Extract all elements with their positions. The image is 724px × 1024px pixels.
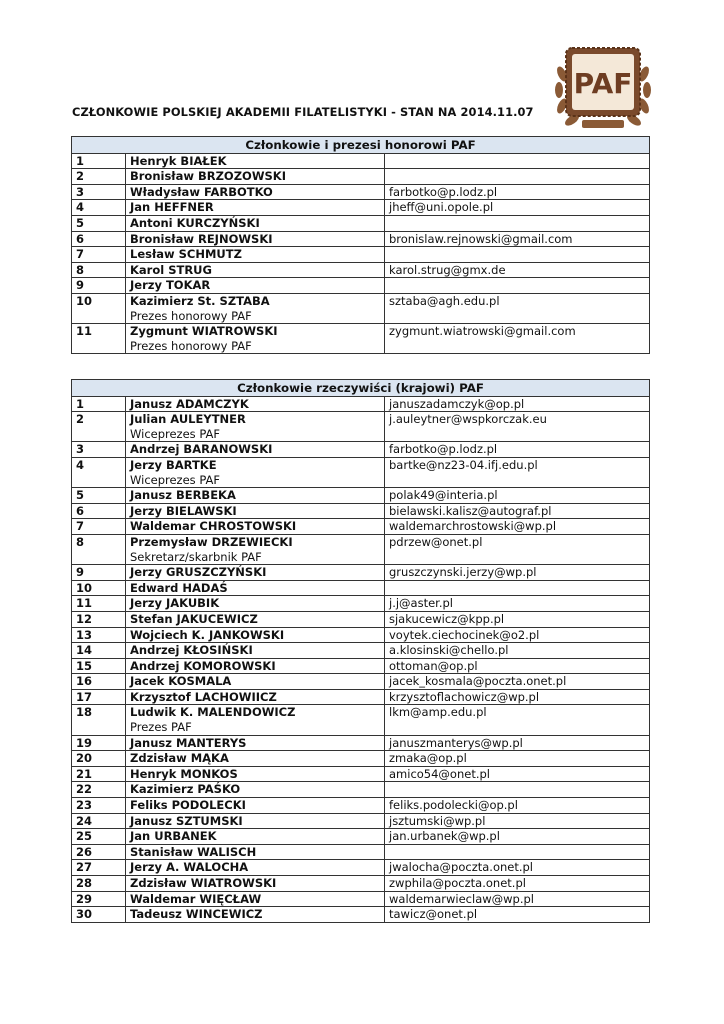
member-email (385, 153, 650, 169)
table-row (72, 829, 650, 845)
member-email: j.j@aster.pl (385, 596, 650, 612)
member-email: feliks.podolecki@op.pl (385, 798, 650, 814)
member-number: 6 (72, 231, 126, 247)
table-row (72, 907, 650, 923)
member-name: Jerzy TOKAR (130, 278, 211, 293)
member-email: jacek_kosmala@poczta.onet.pl (385, 674, 650, 690)
member-number: 28 (72, 876, 126, 892)
member-cell (126, 596, 385, 612)
table-row (72, 153, 650, 169)
member-cell (126, 153, 385, 169)
member-cell (126, 798, 385, 814)
member-cell (126, 580, 385, 596)
member-email: sztaba@agh.edu.pl (385, 293, 650, 323)
member-number: 10 (72, 293, 126, 323)
honorary-heading: Członkowie i prezesi honorowi PAF (72, 137, 650, 154)
member-number: 11 (72, 324, 126, 354)
member-cell (126, 457, 385, 487)
table-row (72, 262, 650, 278)
member-cell (126, 231, 385, 247)
table-row (72, 534, 650, 564)
member-number: 17 (72, 689, 126, 705)
member-email: zmaka@op.pl (385, 751, 650, 767)
honorary-members-table (71, 136, 650, 354)
member-number: 1 (72, 396, 126, 412)
member-email (385, 782, 650, 798)
member-role: Sekretarz/skarbnik PAF (130, 549, 262, 564)
member-name: Feliks PODOLECKI (130, 798, 246, 813)
member-name: Stefan JAKUCEWICZ (130, 611, 258, 626)
member-number: 3 (72, 184, 126, 200)
member-cell (126, 215, 385, 231)
member-email (385, 247, 650, 263)
member-email: lkm@amp.edu.pl (385, 705, 650, 735)
member-role: Prezes honorowy PAF (130, 308, 252, 323)
member-cell (126, 876, 385, 892)
member-name: Jacek KOSMALA (130, 674, 232, 689)
member-cell (126, 705, 385, 735)
member-email: tawicz@onet.pl (385, 907, 650, 923)
table-row (72, 396, 650, 412)
table-row (72, 782, 650, 798)
member-name: Henryk BIAŁEK (130, 153, 227, 168)
member-name: Andrzej KŁOSIŃSKI (130, 643, 253, 658)
member-name: Jerzy BIELAWSKI (130, 503, 237, 518)
paf-logo (552, 44, 654, 136)
table-row (72, 860, 650, 876)
member-email: farbotko@p.lodz.pl (385, 184, 650, 200)
member-email: waldemarchrostowski@wp.pl (385, 519, 650, 535)
member-number: 20 (72, 751, 126, 767)
member-number: 2 (72, 412, 126, 442)
member-cell (126, 262, 385, 278)
table-row (72, 705, 650, 735)
member-name: Janusz ADAMCZYK (130, 396, 249, 411)
member-cell (126, 611, 385, 627)
table-row (72, 876, 650, 892)
member-number: 6 (72, 503, 126, 519)
member-name: Stanisław WALISCH (130, 844, 257, 859)
member-name: Jerzy JAKUBIK (130, 596, 220, 611)
member-number: 1 (72, 153, 126, 169)
member-cell (126, 891, 385, 907)
member-name: Janusz MANTERYS (130, 735, 247, 750)
member-number: 7 (72, 247, 126, 263)
member-name: Przemysław DRZEWIECKI (130, 534, 293, 549)
member-email: waldemarwieclaw@wp.pl (385, 891, 650, 907)
member-number: 4 (72, 200, 126, 216)
member-email (385, 215, 650, 231)
member-cell (126, 860, 385, 876)
member-email: amico54@onet.pl (385, 766, 650, 782)
member-email: jsztumski@wp.pl (385, 813, 650, 829)
member-name: Kazimierz St. SZTABA (130, 293, 270, 308)
member-role: Wiceprezes PAF (130, 472, 221, 487)
member-number: 30 (72, 907, 126, 923)
table-row (72, 844, 650, 860)
member-number: 29 (72, 891, 126, 907)
member-name: Janusz BERBEKA (130, 488, 236, 503)
table-row (72, 798, 650, 814)
member-cell (126, 519, 385, 535)
member-number: 5 (72, 215, 126, 231)
table-row (72, 689, 650, 705)
member-cell (126, 813, 385, 829)
member-number: 25 (72, 829, 126, 845)
member-name: Kazimierz PAŚKO (130, 782, 241, 797)
member-number: 16 (72, 674, 126, 690)
member-cell (126, 534, 385, 564)
table-row (72, 324, 650, 354)
table-row (72, 596, 650, 612)
logo-text: PAF (573, 67, 633, 100)
member-cell (126, 766, 385, 782)
member-name: Waldemar WIĘCŁAW (130, 891, 262, 906)
member-number: 23 (72, 798, 126, 814)
table-row (72, 658, 650, 674)
member-cell (126, 293, 385, 323)
member-email: pdrzew@onet.pl (385, 534, 650, 564)
member-cell (126, 169, 385, 185)
member-number: 24 (72, 813, 126, 829)
member-cell (126, 184, 385, 200)
member-name: Jerzy A. WALOCHA (130, 860, 249, 875)
table-row (72, 184, 650, 200)
member-cell (126, 488, 385, 504)
table-row (72, 565, 650, 581)
logo-ribbon (582, 120, 624, 128)
table-row (72, 488, 650, 504)
member-email: krzysztoflachowicz@wp.pl (385, 689, 650, 705)
member-number: 18 (72, 705, 126, 735)
member-email (385, 169, 650, 185)
member-number: 27 (72, 860, 126, 876)
member-cell (126, 396, 385, 412)
table-row (72, 442, 650, 458)
member-role: Prezes honorowy PAF (130, 338, 252, 353)
member-number: 11 (72, 596, 126, 612)
member-cell (126, 412, 385, 442)
member-name: Zygmunt WIATROWSKI (130, 324, 278, 339)
member-email: jwalocha@poczta.onet.pl (385, 860, 650, 876)
member-email: jheff@uni.opole.pl (385, 200, 650, 216)
member-number: 10 (72, 580, 126, 596)
table-row (72, 751, 650, 767)
table-row (72, 813, 650, 829)
member-name: Jerzy GRUSZCZYŃSKI (130, 565, 267, 580)
member-cell (126, 658, 385, 674)
member-name: Krzysztof LACHOWIICZ (130, 689, 277, 704)
member-number: 8 (72, 262, 126, 278)
member-name: Edward HADAŚ (130, 580, 228, 595)
member-email: bielawski.kalisz@autograf.pl (385, 503, 650, 519)
member-name: Jan URBANEK (130, 829, 217, 844)
member-email: zwphila@poczta.onet.pl (385, 876, 650, 892)
member-number: 5 (72, 488, 126, 504)
member-number: 12 (72, 611, 126, 627)
member-email: farbotko@p.lodz.pl (385, 442, 650, 458)
member-cell (126, 844, 385, 860)
member-name: Lesław SCHMUTZ (130, 247, 242, 262)
member-name: Zdzisław WIATROWSKI (130, 876, 277, 890)
member-name: Ludwik K. MALENDOWICZ (130, 705, 296, 720)
member-cell (126, 565, 385, 581)
member-email: januszmanterys@wp.pl (385, 735, 650, 751)
table-row (72, 766, 650, 782)
member-number: 9 (72, 565, 126, 581)
table-row (72, 611, 650, 627)
member-cell (126, 503, 385, 519)
regular-members-table (71, 379, 650, 923)
member-email: a.klosinski@chello.pl (385, 643, 650, 659)
member-number: 8 (72, 534, 126, 564)
member-number: 26 (72, 844, 126, 860)
member-number: 14 (72, 643, 126, 659)
table-row (72, 519, 650, 535)
member-email: jan.urbanek@wp.pl (385, 829, 650, 845)
table-row (72, 457, 650, 487)
member-cell (126, 643, 385, 659)
member-number: 4 (72, 457, 126, 487)
table-row (72, 231, 650, 247)
member-name: Andrzej BARANOWSKI (130, 442, 273, 457)
member-name: Janusz SZTUMSKI (130, 813, 243, 828)
table-row (72, 412, 650, 442)
member-name: Wojciech K. JANKOWSKI (130, 627, 285, 642)
member-number: 7 (72, 519, 126, 535)
table-row (72, 278, 650, 294)
member-cell (126, 278, 385, 294)
member-cell (126, 442, 385, 458)
member-cell (126, 782, 385, 798)
member-email: gruszczynski.jerzy@wp.pl (385, 565, 650, 581)
member-cell (126, 829, 385, 845)
member-name: Waldemar CHROSTOWSKI (130, 519, 297, 534)
member-email: voytek.ciechocinek@o2.pl (385, 627, 650, 643)
page-title: CZŁONKOWIE POLSKIEJ AKADEMII FILATELISTYKI - STAN NA 2014.11.07 (72, 105, 534, 119)
member-role: Prezes PAF (130, 720, 192, 735)
member-name: Jan HEFFNER (130, 200, 214, 215)
member-name: Henryk MONKOS (130, 766, 238, 781)
member-role: Wiceprezes PAF (130, 426, 221, 441)
member-cell (126, 751, 385, 767)
member-email: bronislaw.rejnowski@gmail.com (385, 231, 650, 247)
member-number: 15 (72, 658, 126, 674)
member-cell (126, 907, 385, 923)
member-email (385, 278, 650, 294)
member-email: ottoman@op.pl (385, 658, 650, 674)
table-row (72, 627, 650, 643)
table-row (72, 643, 650, 659)
member-name: Władysław FARBOTKO (130, 184, 273, 199)
member-name: Karol STRUG (130, 262, 212, 277)
table-row (72, 503, 650, 519)
member-name: Bronisław BRZOZOWSKI (130, 169, 286, 184)
table-row (72, 580, 650, 596)
member-cell (126, 247, 385, 263)
table-row (72, 293, 650, 323)
member-number: 13 (72, 627, 126, 643)
table-row (72, 735, 650, 751)
table-row (72, 247, 650, 263)
member-name: Tadeusz WINCEWICZ (130, 907, 263, 922)
member-cell (126, 200, 385, 216)
member-cell (126, 324, 385, 354)
table-row (72, 674, 650, 690)
member-email: karol.strug@gmx.de (385, 262, 650, 278)
member-name: Antoni KURCZYŃSKI (130, 215, 260, 230)
member-name: Zdzisław MĄKA (130, 751, 229, 766)
member-number: 22 (72, 782, 126, 798)
member-email (385, 844, 650, 860)
member-email: sjakucewicz@kpp.pl (385, 611, 650, 627)
member-number: 9 (72, 278, 126, 294)
member-email: januszadamczyk@op.pl (385, 396, 650, 412)
table-row (72, 169, 650, 185)
member-number: 19 (72, 735, 126, 751)
member-email: j.auleytner@wspkorczak.eu (385, 412, 650, 442)
regular-heading: Członkowie rzeczywiści (krajowi) PAF (72, 380, 650, 397)
member-number: 3 (72, 442, 126, 458)
member-cell (126, 735, 385, 751)
member-email: bartke@nz23-04.ifj.edu.pl (385, 457, 650, 487)
member-email: polak49@interia.pl (385, 488, 650, 504)
member-number: 2 (72, 169, 126, 185)
member-cell (126, 627, 385, 643)
member-email (385, 580, 650, 596)
table-row (72, 200, 650, 216)
member-name: Julian AULEYTNER (130, 412, 246, 427)
member-cell (126, 674, 385, 690)
table-row (72, 215, 650, 231)
table-row (72, 891, 650, 907)
member-name: Jerzy BARTKE (130, 457, 217, 472)
member-cell (126, 689, 385, 705)
member-name: Andrzej KOMOROWSKI (130, 658, 276, 673)
member-number: 21 (72, 766, 126, 782)
member-email: zygmunt.wiatrowski@gmail.com (385, 324, 650, 354)
member-name: Bronisław REJNOWSKI (130, 231, 273, 246)
